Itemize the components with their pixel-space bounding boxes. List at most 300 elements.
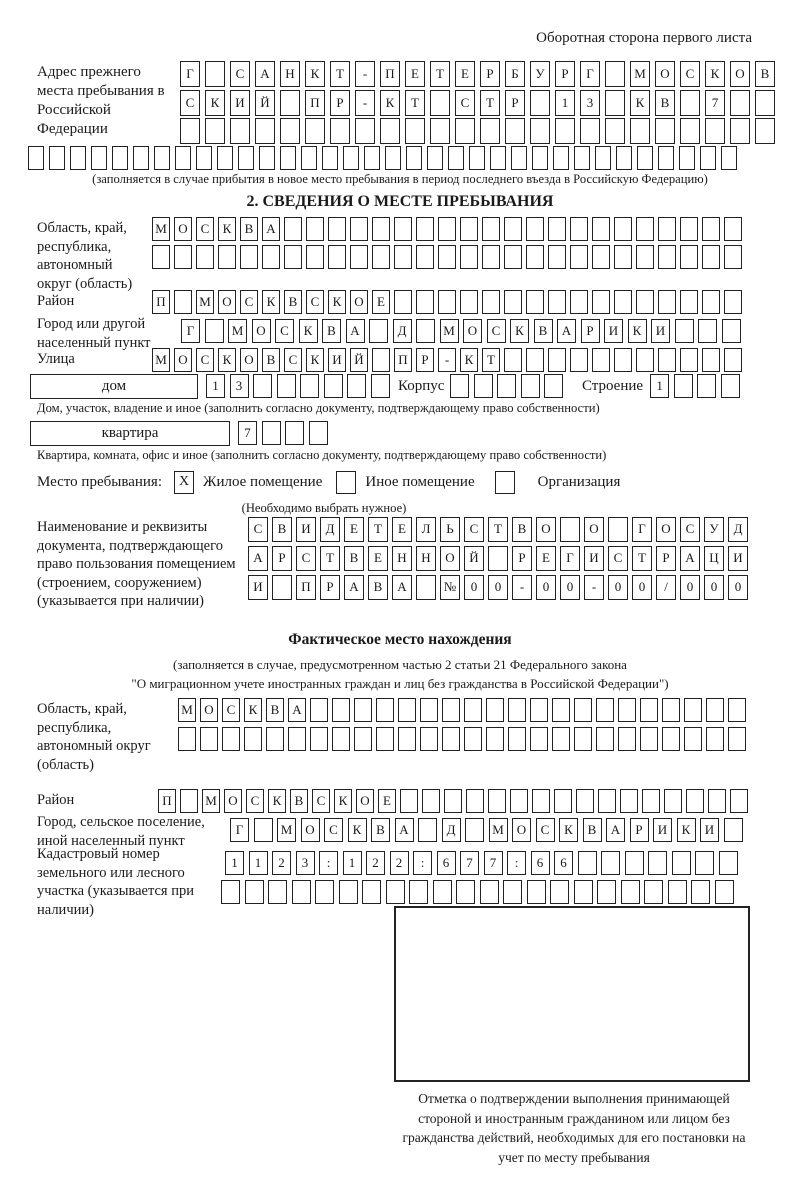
char-box xyxy=(705,118,725,144)
char-box xyxy=(630,118,650,144)
char-box: С xyxy=(608,546,628,571)
char-box: 7 xyxy=(460,851,479,875)
char-box: / xyxy=(656,575,676,600)
char-box: С xyxy=(240,290,258,314)
prev-address-row-3 xyxy=(180,118,780,144)
char-box xyxy=(642,789,660,813)
char-box xyxy=(300,374,319,398)
char-box xyxy=(616,146,632,170)
char-box xyxy=(433,880,452,904)
char-box xyxy=(450,374,469,398)
char-box: К xyxy=(510,319,529,343)
char-box xyxy=(464,727,482,751)
char-box: Г xyxy=(230,818,249,842)
char-box: О xyxy=(730,61,750,87)
char-box xyxy=(362,880,381,904)
stay-label: Место пребывания: xyxy=(37,474,162,490)
char-box: О xyxy=(224,789,242,813)
char-box: 0 xyxy=(632,575,652,600)
char-box: К xyxy=(460,348,478,372)
char-box: 1 xyxy=(555,90,575,116)
char-box xyxy=(505,118,525,144)
dom-caption: Дом, участок, владение и иное (заполнить согласно документу, подтверждающему право собственности) xyxy=(37,401,600,415)
char-box: В xyxy=(290,789,308,813)
char-box xyxy=(438,217,456,241)
char-box xyxy=(570,348,588,372)
char-box: Г xyxy=(181,319,200,343)
char-box xyxy=(262,245,280,269)
char-box xyxy=(482,245,500,269)
char-box xyxy=(755,118,775,144)
prev-address-caption: (заполняется в случае прибытия в новое место пребывания в период последнего въезда в Российскую Федерацию) xyxy=(92,172,708,186)
char-box xyxy=(416,245,434,269)
char-box xyxy=(301,146,317,170)
char-box xyxy=(640,698,658,722)
char-box: Т xyxy=(430,61,450,87)
char-box xyxy=(592,217,610,241)
char-box: О xyxy=(536,517,556,542)
prev-address-row-2 xyxy=(180,90,780,116)
char-box xyxy=(658,245,676,269)
fact-gorod-row xyxy=(230,818,747,842)
fact-oblast-label: Область, край, республика, автономный округ (область) xyxy=(37,701,151,773)
fact-raion-label: Район xyxy=(37,792,75,808)
char-box: О xyxy=(656,517,676,542)
char-box: Т xyxy=(482,348,500,372)
stroenie-cells xyxy=(650,374,744,398)
char-box: Т xyxy=(320,546,340,571)
char-box: Н xyxy=(280,61,300,87)
char-box: Д xyxy=(728,517,748,542)
char-box: Е xyxy=(536,546,556,571)
char-box xyxy=(608,517,628,542)
char-box xyxy=(730,118,750,144)
char-box: О xyxy=(350,290,368,314)
char-box xyxy=(708,789,726,813)
char-box: Г xyxy=(632,517,652,542)
char-box: П xyxy=(152,290,170,314)
char-box xyxy=(596,727,614,751)
char-box: Р xyxy=(630,818,649,842)
char-box xyxy=(702,217,720,241)
char-box xyxy=(544,374,563,398)
stay-option-zhiloe-label: Жилое помещение xyxy=(203,474,323,490)
char-box xyxy=(715,880,734,904)
char-box: У xyxy=(530,61,550,87)
char-box xyxy=(497,374,516,398)
char-box: А xyxy=(344,575,364,600)
char-box xyxy=(178,727,196,751)
char-box xyxy=(330,118,350,144)
char-box xyxy=(679,146,695,170)
char-box xyxy=(553,146,569,170)
stay-option-inoe-label: Иное помещение xyxy=(365,474,475,490)
char-box xyxy=(244,727,262,751)
char-box xyxy=(180,118,200,144)
char-box xyxy=(469,146,485,170)
char-box xyxy=(465,818,484,842)
char-box: С xyxy=(180,90,200,116)
char-box: К xyxy=(306,348,324,372)
char-box xyxy=(339,880,358,904)
char-box: И xyxy=(700,818,719,842)
char-box: 3 xyxy=(580,90,600,116)
char-box xyxy=(112,146,128,170)
char-box: Т xyxy=(368,517,388,542)
char-box: Г xyxy=(180,61,200,87)
fact-oblast-row-2 xyxy=(178,727,750,751)
char-box: М xyxy=(196,290,214,314)
char-box: Е xyxy=(372,290,390,314)
char-box xyxy=(664,789,682,813)
char-box xyxy=(504,348,522,372)
char-box: Д xyxy=(320,517,340,542)
char-box: 0 xyxy=(680,575,700,600)
stay-option-org-label: Организация xyxy=(537,474,621,490)
char-box xyxy=(28,146,44,170)
char-box xyxy=(315,880,334,904)
char-box xyxy=(614,217,632,241)
char-box: : xyxy=(413,851,432,875)
stamp-area xyxy=(394,906,750,1082)
kvartira-caption: Квартира, комната, офис и иное (заполнить согласно документу, подтверждающему право собственности) xyxy=(37,448,607,462)
char-box: И xyxy=(653,818,672,842)
char-box xyxy=(490,146,506,170)
char-box xyxy=(154,146,170,170)
char-box xyxy=(460,245,478,269)
char-box: В xyxy=(322,319,341,343)
char-box: 1 xyxy=(343,851,362,875)
char-box xyxy=(482,290,500,314)
char-box xyxy=(576,789,594,813)
kvartira-box-label: квартира xyxy=(30,421,230,446)
char-box: С xyxy=(536,818,555,842)
char-box: Р xyxy=(480,61,500,87)
char-box: Г xyxy=(580,61,600,87)
char-box xyxy=(648,851,667,875)
char-box xyxy=(662,698,680,722)
char-box xyxy=(288,727,306,751)
stay-row xyxy=(37,471,620,494)
char-box xyxy=(592,348,610,372)
char-box xyxy=(574,698,592,722)
char-box xyxy=(548,245,566,269)
char-box: Н xyxy=(392,546,412,571)
char-box xyxy=(347,374,366,398)
fact-caption-2: "О миграционном учете иностранных граждан и лиц без гражданства в Российской Федерации") xyxy=(131,676,669,691)
char-box xyxy=(554,789,572,813)
char-box: О xyxy=(440,546,460,571)
char-box xyxy=(376,727,394,751)
char-box xyxy=(364,146,380,170)
char-box: Е xyxy=(368,546,388,571)
char-box xyxy=(332,698,350,722)
char-box: С xyxy=(296,546,316,571)
char-box xyxy=(530,698,548,722)
char-box xyxy=(464,698,482,722)
char-box: О xyxy=(584,517,604,542)
char-box: М xyxy=(178,698,196,722)
char-box xyxy=(702,290,720,314)
char-box: О xyxy=(655,61,675,87)
doc-row-2 xyxy=(248,546,752,571)
char-box xyxy=(658,146,674,170)
char-box: Т xyxy=(330,61,350,87)
char-box xyxy=(532,146,548,170)
char-box xyxy=(636,348,654,372)
kvartira-row xyxy=(30,421,332,446)
char-box xyxy=(455,118,475,144)
char-box xyxy=(680,217,698,241)
char-box xyxy=(702,348,720,372)
char-box xyxy=(706,727,724,751)
char-box xyxy=(728,727,746,751)
char-box: 0 xyxy=(728,575,748,600)
char-box: 6 xyxy=(437,851,456,875)
char-box: Г xyxy=(560,546,580,571)
char-box xyxy=(637,146,653,170)
char-box xyxy=(254,818,273,842)
char-box xyxy=(460,290,478,314)
char-box: Н xyxy=(416,546,436,571)
char-box xyxy=(570,290,588,314)
char-box xyxy=(280,90,300,116)
char-box xyxy=(427,146,443,170)
char-box xyxy=(511,146,527,170)
char-box: К xyxy=(628,319,647,343)
char-box xyxy=(372,245,390,269)
char-box xyxy=(221,880,240,904)
char-box: М xyxy=(228,319,247,343)
char-box xyxy=(430,90,450,116)
char-box: К xyxy=(677,818,696,842)
stay-checkbox-org xyxy=(495,471,515,494)
char-box xyxy=(504,217,522,241)
char-box xyxy=(174,290,192,314)
page-side-note: Оборотная сторона первого листа xyxy=(536,30,752,46)
char-box xyxy=(503,880,522,904)
char-box xyxy=(697,374,716,398)
char-box xyxy=(702,245,720,269)
char-box xyxy=(174,245,192,269)
char-box xyxy=(601,851,620,875)
char-box xyxy=(245,880,264,904)
char-box: 1 xyxy=(249,851,268,875)
char-box: Р xyxy=(555,61,575,87)
char-box: К xyxy=(328,290,346,314)
char-box: И xyxy=(328,348,346,372)
prev-address-row-1 xyxy=(180,61,780,87)
char-box: В xyxy=(240,217,258,241)
char-box: В xyxy=(534,319,553,343)
char-box xyxy=(655,118,675,144)
char-box: 2 xyxy=(390,851,409,875)
char-box: С xyxy=(284,348,302,372)
char-box xyxy=(698,319,717,343)
char-box: 7 xyxy=(484,851,503,875)
char-box: М xyxy=(489,818,508,842)
char-box xyxy=(324,374,343,398)
char-box xyxy=(466,789,484,813)
char-box xyxy=(605,61,625,87)
char-box xyxy=(636,245,654,269)
ulitsa-row xyxy=(152,348,746,372)
stroenie-label: Строение xyxy=(581,378,644,394)
char-box: К xyxy=(380,90,400,116)
char-box: В xyxy=(266,698,284,722)
gorod-row xyxy=(181,319,745,343)
char-box xyxy=(310,727,328,751)
char-box: 7 xyxy=(705,90,725,116)
char-box xyxy=(592,290,610,314)
char-box xyxy=(409,880,428,904)
char-box: В xyxy=(284,290,302,314)
char-box: С xyxy=(222,698,240,722)
char-box xyxy=(268,880,287,904)
doc-row-1 xyxy=(248,517,752,542)
char-box xyxy=(49,146,65,170)
char-box xyxy=(442,727,460,751)
char-box: С xyxy=(196,348,214,372)
char-box: В xyxy=(583,818,602,842)
char-box: О xyxy=(512,818,531,842)
char-box xyxy=(724,818,743,842)
fact-title: Фактическое место нахождения xyxy=(288,631,512,648)
char-box xyxy=(486,698,504,722)
char-box xyxy=(350,217,368,241)
char-box: Р xyxy=(505,90,525,116)
char-box: В xyxy=(371,818,390,842)
char-box xyxy=(621,880,640,904)
char-box xyxy=(658,217,676,241)
oblast-row-1 xyxy=(152,217,746,241)
char-box xyxy=(592,245,610,269)
char-box xyxy=(618,727,636,751)
char-box xyxy=(691,880,710,904)
char-box: Т xyxy=(480,90,500,116)
char-box: М xyxy=(152,348,170,372)
char-box xyxy=(724,245,742,269)
char-box xyxy=(530,90,550,116)
char-box xyxy=(560,517,580,542)
char-box xyxy=(706,698,724,722)
char-box: О xyxy=(174,217,192,241)
char-box: - xyxy=(512,575,532,600)
oblast-row-2 xyxy=(152,245,746,269)
char-box: П xyxy=(305,90,325,116)
char-box: Ь xyxy=(440,517,460,542)
char-box xyxy=(674,374,693,398)
char-box: А xyxy=(346,319,365,343)
char-box xyxy=(488,789,506,813)
char-box: К xyxy=(305,61,325,87)
char-box xyxy=(596,698,614,722)
char-box xyxy=(262,421,281,445)
char-box: В xyxy=(512,517,532,542)
char-box: А xyxy=(557,319,576,343)
char-box: Р xyxy=(656,546,676,571)
char-box xyxy=(482,217,500,241)
oblast-label: Область, край, республика, автономный округ (область) xyxy=(37,220,133,292)
char-box xyxy=(152,245,170,269)
section2-title: 2. СВЕДЕНИЯ О МЕСТЕ ПРЕБЫВАНИЯ xyxy=(246,193,554,210)
char-box: Р xyxy=(320,575,340,600)
char-box: 3 xyxy=(296,851,315,875)
char-box xyxy=(719,851,738,875)
char-box: П xyxy=(380,61,400,87)
char-box: М xyxy=(152,217,170,241)
char-box xyxy=(277,374,296,398)
char-box xyxy=(614,245,632,269)
char-box xyxy=(527,880,546,904)
char-box xyxy=(343,146,359,170)
char-box xyxy=(266,727,284,751)
char-box xyxy=(618,698,636,722)
char-box xyxy=(578,851,597,875)
char-box xyxy=(355,118,375,144)
char-box xyxy=(180,789,198,813)
char-box: С xyxy=(230,61,250,87)
kvartira-cells xyxy=(238,421,332,445)
char-box xyxy=(416,319,435,343)
char-box: В xyxy=(755,61,775,87)
char-box: Д xyxy=(442,818,461,842)
char-box xyxy=(416,575,436,600)
char-box: О xyxy=(218,290,236,314)
doc-row-3 xyxy=(248,575,752,600)
char-box: А xyxy=(395,818,414,842)
char-box xyxy=(680,348,698,372)
char-box: В xyxy=(262,348,280,372)
char-box: С xyxy=(324,818,343,842)
kadastr-row-1 xyxy=(225,851,742,875)
char-box: 2 xyxy=(366,851,385,875)
char-box xyxy=(394,217,412,241)
char-box: 1 xyxy=(206,374,225,398)
char-box xyxy=(684,727,702,751)
kadastr-label: Кадастровый номер земельного или лесного участка (указывается при наличии) xyxy=(37,846,194,918)
char-box xyxy=(442,698,460,722)
char-box xyxy=(306,217,324,241)
fact-oblast-row-1 xyxy=(178,698,750,722)
char-box xyxy=(480,880,499,904)
char-box xyxy=(253,374,272,398)
char-box xyxy=(91,146,107,170)
char-box xyxy=(238,146,254,170)
raion-row xyxy=(152,290,746,314)
ulitsa-label: Улица xyxy=(37,351,75,367)
prev-address-row-4 xyxy=(28,146,742,170)
char-box: У xyxy=(704,517,724,542)
char-box xyxy=(386,880,405,904)
char-box: О xyxy=(463,319,482,343)
char-box: 3 xyxy=(230,374,249,398)
char-box: 0 xyxy=(488,575,508,600)
char-box: Т xyxy=(488,517,508,542)
char-box xyxy=(548,290,566,314)
char-box xyxy=(398,698,416,722)
char-box xyxy=(724,290,742,314)
char-box: С xyxy=(680,517,700,542)
char-box: 0 xyxy=(608,575,628,600)
char-box xyxy=(460,217,478,241)
kadastr-row-2 xyxy=(221,880,738,904)
char-box xyxy=(680,245,698,269)
char-box: С xyxy=(312,789,330,813)
char-box xyxy=(222,727,240,751)
char-box xyxy=(508,727,526,751)
char-box: К xyxy=(630,90,650,116)
